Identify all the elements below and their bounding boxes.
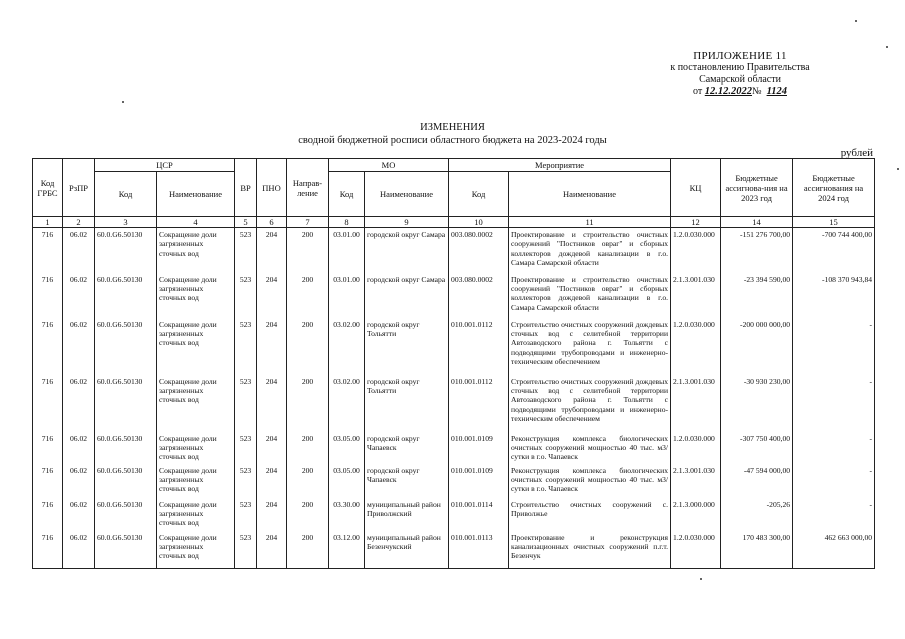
cell-csr-kod: 60.0.G6.50130 bbox=[95, 464, 157, 498]
cell-b2024: - bbox=[793, 375, 875, 432]
cell-csr-name: Сокращение доли загрязненных сточных вод bbox=[157, 375, 235, 432]
cell-mo-name: городской округ Чапаевск bbox=[365, 432, 449, 464]
cell-mo-kod: 03.01.00 bbox=[329, 228, 365, 273]
date-value: 12.12.2022 bbox=[704, 86, 753, 97]
document-title: ИЗМЕНЕНИЯ bbox=[420, 122, 485, 133]
appendix-line2: Самарской области bbox=[699, 74, 781, 85]
cell-grbs: 716 bbox=[33, 273, 63, 318]
appendix-title: ПРИЛОЖЕНИЕ 11 bbox=[693, 50, 787, 62]
cell-rzpr: 06.02 bbox=[63, 498, 95, 531]
cell-csr-kod: 60.0.G6.50130 bbox=[95, 531, 157, 569]
cell-csr-kod: 60.0.G6.50130 bbox=[95, 318, 157, 375]
cell-rzpr: 06.02 bbox=[63, 273, 95, 318]
header-vr: ВР bbox=[235, 159, 257, 217]
header-meropriyatie: Мероприятие bbox=[449, 159, 671, 172]
number-value: 1124 bbox=[766, 86, 787, 97]
scan-speck bbox=[700, 578, 702, 580]
header-budget-2024: Бюджетные ассигнования на 2024 год bbox=[793, 159, 875, 217]
column-number-row bbox=[33, 217, 875, 228]
cell-rzpr: 06.02 bbox=[63, 318, 95, 375]
col-number: 14 bbox=[721, 217, 793, 228]
col-number: 15 bbox=[793, 217, 875, 228]
col-number: 5 bbox=[235, 217, 257, 228]
appendix-date-line bbox=[640, 86, 840, 98]
cell-grbs: 716 bbox=[33, 432, 63, 464]
cell-vr: 523 bbox=[235, 375, 257, 432]
cell-vr: 523 bbox=[235, 228, 257, 273]
header-csr-kod: Код bbox=[95, 172, 157, 217]
cell-kc: 1.2.0.030.000 bbox=[671, 318, 721, 375]
cell-b2024: - bbox=[793, 498, 875, 531]
cell-napr: 200 bbox=[287, 375, 329, 432]
cell-mo-name: городской округ Самара bbox=[365, 273, 449, 318]
cell-rzpr: 06.02 bbox=[63, 432, 95, 464]
cell-mo-kod: 03.30.00 bbox=[329, 498, 365, 531]
cell-mer-name: Проектирование и строительство очистных сооружений "Постников овраг" и сборных коллекторов дождевой канализации в г.о. Самара Самарской области bbox=[509, 273, 671, 318]
units-label: рублей bbox=[840, 147, 873, 159]
cell-mer-kod: 010.001.0112 bbox=[449, 318, 509, 375]
header-mo-name: Наименование bbox=[365, 172, 449, 217]
cell-mer-kod: 003.080.0002 bbox=[449, 273, 509, 318]
cell-pno: 204 bbox=[257, 375, 287, 432]
cell-csr-name: Сокращение доли загрязненных сточных вод bbox=[157, 318, 235, 375]
cell-b2023: -200 000 000,00 bbox=[721, 318, 793, 375]
cell-vr: 523 bbox=[235, 318, 257, 375]
header-rzpr: РзПР bbox=[63, 159, 95, 217]
cell-mo-kod: 03.02.00 bbox=[329, 318, 365, 375]
cell-b2023: -30 930 230,00 bbox=[721, 375, 793, 432]
table-body bbox=[33, 228, 875, 569]
col-number: 6 bbox=[257, 217, 287, 228]
number-prefix: № bbox=[752, 86, 762, 97]
header-budget-2023: Бюджетные ассигнова-ния на 2023 год bbox=[721, 159, 793, 217]
cell-mo-kod: 03.01.00 bbox=[329, 273, 365, 318]
table-row bbox=[33, 228, 875, 273]
col-number: 9 bbox=[365, 217, 449, 228]
document-subtitle: сводной бюджетной росписи областного бюджета на 2023-2024 годы bbox=[298, 135, 607, 146]
appendix-block bbox=[640, 50, 840, 98]
cell-napr: 200 bbox=[287, 273, 329, 318]
scan-speck bbox=[897, 168, 899, 170]
cell-mo-kod: 03.02.00 bbox=[329, 375, 365, 432]
cell-b2024: - bbox=[793, 318, 875, 375]
table-row bbox=[33, 464, 875, 498]
cell-csr-kod: 60.0.G6.50130 bbox=[95, 432, 157, 464]
cell-csr-name: Сокращение доли загрязненных сточных вод bbox=[157, 464, 235, 498]
header-napr: Направ-ление bbox=[287, 159, 329, 217]
header-pno: ПНО bbox=[257, 159, 287, 217]
cell-mo-name: городской округ Самара bbox=[365, 228, 449, 273]
cell-kc: 1.2.0.030.000 bbox=[671, 531, 721, 569]
cell-pno: 204 bbox=[257, 318, 287, 375]
scan-speck bbox=[122, 101, 124, 103]
cell-csr-name: Сокращение доли загрязненных сточных вод bbox=[157, 228, 235, 273]
col-number: 10 bbox=[449, 217, 509, 228]
header-kc: КЦ bbox=[671, 159, 721, 217]
table-row bbox=[33, 432, 875, 464]
header-mo: МО bbox=[329, 159, 449, 172]
cell-rzpr: 06.02 bbox=[63, 375, 95, 432]
cell-mer-name: Проектирование и реконструкция канализационных очистных сооружений п.г.т. Безенчук bbox=[509, 531, 671, 569]
cell-mer-kod: 010.001.0114 bbox=[449, 498, 509, 531]
cell-b2023: 170 483 300,00 bbox=[721, 531, 793, 569]
col-number: 11 bbox=[509, 217, 671, 228]
cell-mo-kod: 03.05.00 bbox=[329, 432, 365, 464]
cell-mer-kod: 010.001.0112 bbox=[449, 375, 509, 432]
cell-pno: 204 bbox=[257, 498, 287, 531]
cell-b2023: -205,26 bbox=[721, 498, 793, 531]
cell-csr-kod: 60.0.G6.50130 bbox=[95, 228, 157, 273]
cell-napr: 200 bbox=[287, 432, 329, 464]
date-prefix: от bbox=[693, 86, 703, 97]
cell-b2023: -151 276 700,00 bbox=[721, 228, 793, 273]
cell-mer-name: Проектирование и строительство очистных сооружений "Постников овраг" и сборных коллекторов дождевой канализации в г.о. Самара Самарской области bbox=[509, 228, 671, 273]
cell-csr-name: Сокращение доли загрязненных сточных вод bbox=[157, 432, 235, 464]
cell-kc: 1.2.0.030.000 bbox=[671, 228, 721, 273]
cell-rzpr: 06.02 bbox=[63, 228, 95, 273]
cell-csr-name: Сокращение доли загрязненных сточных вод bbox=[157, 273, 235, 318]
scan-speck bbox=[855, 20, 857, 22]
cell-b2024: -108 370 943,84 bbox=[793, 273, 875, 318]
cell-csr-name: Сокращение доли загрязненных сточных вод bbox=[157, 531, 235, 569]
table-row bbox=[33, 498, 875, 531]
cell-kc: 1.2.0.030.000 bbox=[671, 432, 721, 464]
cell-b2024: - bbox=[793, 464, 875, 498]
cell-csr-kod: 60.0.G6.50130 bbox=[95, 273, 157, 318]
cell-b2023: -307 750 400,00 bbox=[721, 432, 793, 464]
table-row bbox=[33, 375, 875, 432]
cell-mer-name: Строительство очистных сооружений дождевых сточных вод с селитебной территории Автозаводского района г. Тольятти с подводящими трубопроводами и инженерно-техническим обеспечением bbox=[509, 318, 671, 375]
cell-napr: 200 bbox=[287, 531, 329, 569]
cell-mer-name: Строительство очистных сооружений дождевых сточных вод с селитебной территории Автозаводского района г. Тольятти с подводящими трубопроводами и инженерно-техническим обеспечением bbox=[509, 375, 671, 432]
appendix-line1: к постановлению Правительства bbox=[670, 62, 810, 73]
cell-napr: 200 bbox=[287, 464, 329, 498]
cell-kc: 2.1.3.001.030 bbox=[671, 464, 721, 498]
cell-pno: 204 bbox=[257, 531, 287, 569]
cell-mer-name: Реконструкция комплекса биологических очистных сооружений мощностью 40 тыс. м3/сутки в г.о. Чапаевск bbox=[509, 432, 671, 464]
cell-csr-name: Сокращение доли загрязненных сточных вод bbox=[157, 498, 235, 531]
cell-pno: 204 bbox=[257, 432, 287, 464]
header-csr: ЦСР bbox=[95, 159, 235, 172]
table-row bbox=[33, 318, 875, 375]
cell-rzpr: 06.02 bbox=[63, 464, 95, 498]
cell-pno: 204 bbox=[257, 464, 287, 498]
col-number: 4 bbox=[157, 217, 235, 228]
cell-b2024: - bbox=[793, 432, 875, 464]
cell-vr: 523 bbox=[235, 432, 257, 464]
cell-b2023: -47 594 000,00 bbox=[721, 464, 793, 498]
header-mo-kod: Код bbox=[329, 172, 365, 217]
cell-mo-name: городской округ Чапаевск bbox=[365, 464, 449, 498]
col-number: 3 bbox=[95, 217, 157, 228]
header-csr-name: Наименование bbox=[157, 172, 235, 217]
cell-mer-kod: 010.001.0113 bbox=[449, 531, 509, 569]
cell-kc: 2.1.3.000.000 bbox=[671, 498, 721, 531]
cell-csr-kod: 60.0.G6.50130 bbox=[95, 498, 157, 531]
cell-vr: 523 bbox=[235, 273, 257, 318]
cell-napr: 200 bbox=[287, 318, 329, 375]
cell-csr-kod: 60.0.G6.50130 bbox=[95, 375, 157, 432]
cell-pno: 204 bbox=[257, 228, 287, 273]
col-number: 12 bbox=[671, 217, 721, 228]
cell-kc: 2.1.3.001.030 bbox=[671, 273, 721, 318]
cell-mer-kod: 010.001.0109 bbox=[449, 432, 509, 464]
table-row bbox=[33, 273, 875, 318]
cell-grbs: 716 bbox=[33, 228, 63, 273]
cell-vr: 523 bbox=[235, 498, 257, 531]
scan-speck bbox=[886, 46, 888, 48]
cell-vr: 523 bbox=[235, 531, 257, 569]
cell-grbs: 716 bbox=[33, 464, 63, 498]
cell-vr: 523 bbox=[235, 464, 257, 498]
cell-mer-name: Строительство очистных сооружений с. Приволжье bbox=[509, 498, 671, 531]
budget-changes-table bbox=[32, 158, 875, 569]
cell-mo-name: городской округ Тольятти bbox=[365, 375, 449, 432]
col-number: 2 bbox=[63, 217, 95, 228]
cell-grbs: 716 bbox=[33, 375, 63, 432]
header-mer-kod: Код bbox=[449, 172, 509, 217]
cell-mo-kod: 03.12.00 bbox=[329, 531, 365, 569]
header-mer-name: Наименование bbox=[509, 172, 671, 217]
cell-mer-kod: 010.001.0109 bbox=[449, 464, 509, 498]
cell-grbs: 716 bbox=[33, 318, 63, 375]
cell-pno: 204 bbox=[257, 273, 287, 318]
cell-napr: 200 bbox=[287, 228, 329, 273]
cell-b2023: -23 394 590,00 bbox=[721, 273, 793, 318]
header-kod-grbs: Код ГРБС bbox=[33, 159, 63, 217]
cell-mo-kod: 03.05.00 bbox=[329, 464, 365, 498]
cell-mer-kod: 003.080.0002 bbox=[449, 228, 509, 273]
cell-grbs: 716 bbox=[33, 498, 63, 531]
cell-kc: 2.1.3.001.030 bbox=[671, 375, 721, 432]
cell-rzpr: 06.02 bbox=[63, 531, 95, 569]
cell-grbs: 716 bbox=[33, 531, 63, 569]
cell-b2024: 462 663 000,00 bbox=[793, 531, 875, 569]
cell-napr: 200 bbox=[287, 498, 329, 531]
cell-mo-name: муниципальный район Безенчукский bbox=[365, 531, 449, 569]
cell-mer-name: Реконструкция комплекса биологических очистных сооружений мощностью 40 тыс. м3/сутки в г.о. Чапаевск bbox=[509, 464, 671, 498]
cell-b2024: -700 744 400,00 bbox=[793, 228, 875, 273]
col-number: 7 bbox=[287, 217, 329, 228]
col-number: 8 bbox=[329, 217, 365, 228]
col-number: 1 bbox=[33, 217, 63, 228]
table-row bbox=[33, 531, 875, 569]
cell-mo-name: городской округ Тольятти bbox=[365, 318, 449, 375]
cell-mo-name: муниципальный район Приволжский bbox=[365, 498, 449, 531]
